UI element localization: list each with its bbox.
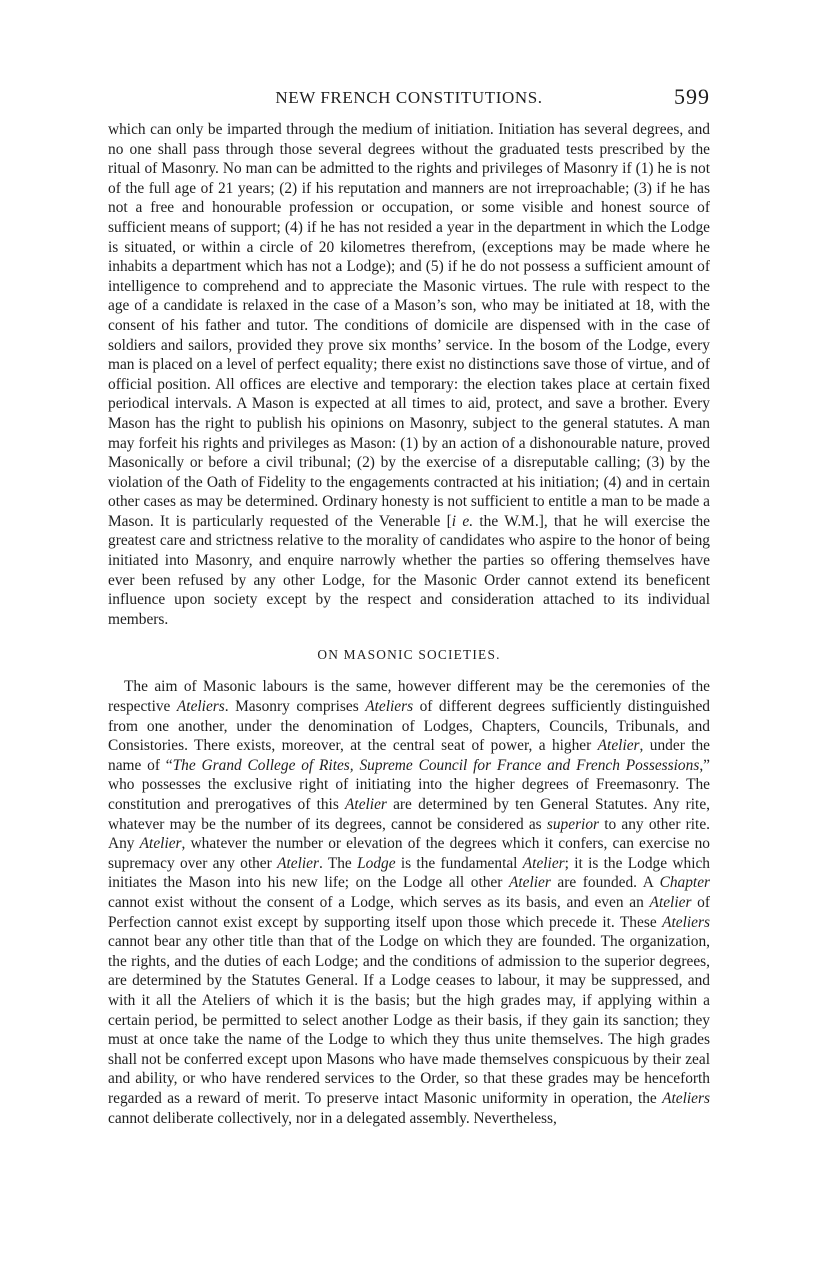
text-run: . Masonry comprises xyxy=(224,698,366,716)
italic-run: Atelier xyxy=(649,893,692,911)
italic-run: The Grand College of Rites, Supreme Council for France and French Possessions xyxy=(172,756,700,774)
text-run: cannot deliberate collectively, nor in a delegated assembly. Nevertheless, xyxy=(108,1109,557,1127)
section-heading: ON MASONIC SOCIETIES. xyxy=(317,647,501,663)
text-run: of Perfection cannot exist except by supporting itself upon those which precede it. These xyxy=(108,893,711,931)
running-head xyxy=(108,84,710,114)
italic-run: Atelier xyxy=(508,874,551,892)
paragraph-masonic-societies xyxy=(108,677,710,1128)
text-run: of different degrees sufficiently distinguished from one another, under the denomination of Lodges, Chapters, Councils, Tribunals, and Consistories. There exists, moreover, at the central seat of power, a higher xyxy=(108,698,711,755)
text-run: are founded. A xyxy=(550,874,660,892)
italic-run: Ateliers xyxy=(662,1089,710,1107)
text-run: is the fundamental xyxy=(395,854,523,872)
italic-run: Atelier xyxy=(139,835,182,853)
paragraph-initiation xyxy=(108,120,710,629)
italic-run: Ateliers xyxy=(365,698,414,716)
text-run: , under the name of “ xyxy=(108,737,711,774)
italic-run: Atelier xyxy=(345,796,387,813)
italic-run: Atelier xyxy=(522,854,565,872)
italic-run: superior xyxy=(546,815,600,833)
text-run: are determined by ten General Statutes. Any rite, whatever may be the number of its degrees, cannot be considered as xyxy=(108,796,710,833)
text-run: cannot exist without the consent of a Lodge, which serves as its basis, and even an xyxy=(108,893,650,911)
page-number: 599 xyxy=(674,84,710,109)
italic-run: Lodge xyxy=(357,854,396,872)
italic-run: i e. xyxy=(451,512,474,530)
text-run: ,” who possesses the exclusive right of initiating into the higher degrees of Freemasonry. The constitution and prerogatives of this xyxy=(108,756,710,813)
text-run: which can only be imparted through the medium of initiation. Initiation has several degrees, and no one shall pass through those several degrees without the graduated tests prescribed by the ritual of Masonry. No man can be admitted to the rights and privileges of Masonry if (1) he is not of the full age of 21 years; (2) if his reputation and manners are not irreproachable; (3) if he has not a free and honourable profession or occupation, or some visible and honest source of sufficient means of support; (4) if he has not resided a year in the department in which the Lodge is situated, or within a circle of 20 kilometres therefrom, (exceptions may be made where he inhabits a department which has not a Lodge); and (5) if he do not possess a sufficient amount of intelligence to comprehend and to appreciate the Masonic virtues. The rule with respect to the age of a candidate is relaxed in the case of a Mason’s son, who may be initiated at 18, with the consent of his father and tutor. The conditions of domicile are dispensed with in the case of soldiers and sailors, provided they prove six months’ service. In the bosom of the Lodge, every man is placed on a level of perfect equality; there exist no distinctions save those of virtue, and of official position. All offices are elective and temporary: the election takes place at certain fixed periodical intervals. A Mason is expected at all times to aid, protect, and save a brother. Every Mason has the right to publish his opinions on Masonry, subject to the general statutes. A man may forfeit his rights and privileges as Mason: (1) by an action of a dishonourable nature, proved Masonically or before a civil tribunal; (2) by the exercise of a disreputable calling; (3) by the violation of the Oath of Fidelity to the engagements contracted at his initiation; (4) and in certain other cases as may be determined. Ordinary honesty is not sufficient to entitle a man to be made a Mason. It is particularly requested of the Venerable [ xyxy=(108,121,710,530)
text-run: the W.M.], that he will exercise the greatest care and strictness relative to the morality of candidates who aspire to the honor of being initiated into Masonry, and enquire narrowly whether the parties so offering themselves have ever been refused by any other Lodge, for the Masonic Order cannot extend its beneficent influence upon society except by the respect and consideration attached to its individual members. xyxy=(108,512,710,628)
text-run: cannot bear any other title than that of the Lodge on which they are founded. The organization, the rights, and the duties of each Lodge; and the conditions of admission to the superior degrees, are determined by the Statutes General. If a Lodge ceases to labour, it may be suppressed, and with it all the Ateliers of which it is the basis; but the high grades may, if applying within a certain period, be permitted to select another Lodge as their basis, if they gain its sanction; they must at once take the name of the Lodge to which they thus unite themselves. The high grades shall not be conferred except upon Masons who have made themselves conspicuous by their zeal and ability, or who have rendered services to the Order, so that these grades may be henceforth regarded as a reward of merit. To preserve intact Masonic uniformity in operation, the xyxy=(108,933,710,1107)
text-run: , whatever the number or elevation of the degrees which it confers, can exercise no supremacy over any other xyxy=(108,835,710,872)
italic-run: Ateliers xyxy=(176,698,225,716)
text-run: ; it is the Lodge which initiates the Mason into his new life; on the Lodge all other xyxy=(108,854,710,892)
italic-run: Atelier xyxy=(277,854,319,872)
italic-run: Ateliers xyxy=(662,913,710,931)
italic-run: Atelier xyxy=(597,737,640,755)
text-run: to any other rite. Any xyxy=(108,815,710,853)
text-run: . The xyxy=(318,854,358,872)
running-title: NEW FRENCH CONSTITUTIONS. xyxy=(275,88,543,107)
text-run: The aim of Masonic labours is the same, however different may be the ceremonies of the respective xyxy=(108,678,710,716)
document-page xyxy=(108,84,710,1128)
italic-run: Chapter xyxy=(659,874,711,892)
